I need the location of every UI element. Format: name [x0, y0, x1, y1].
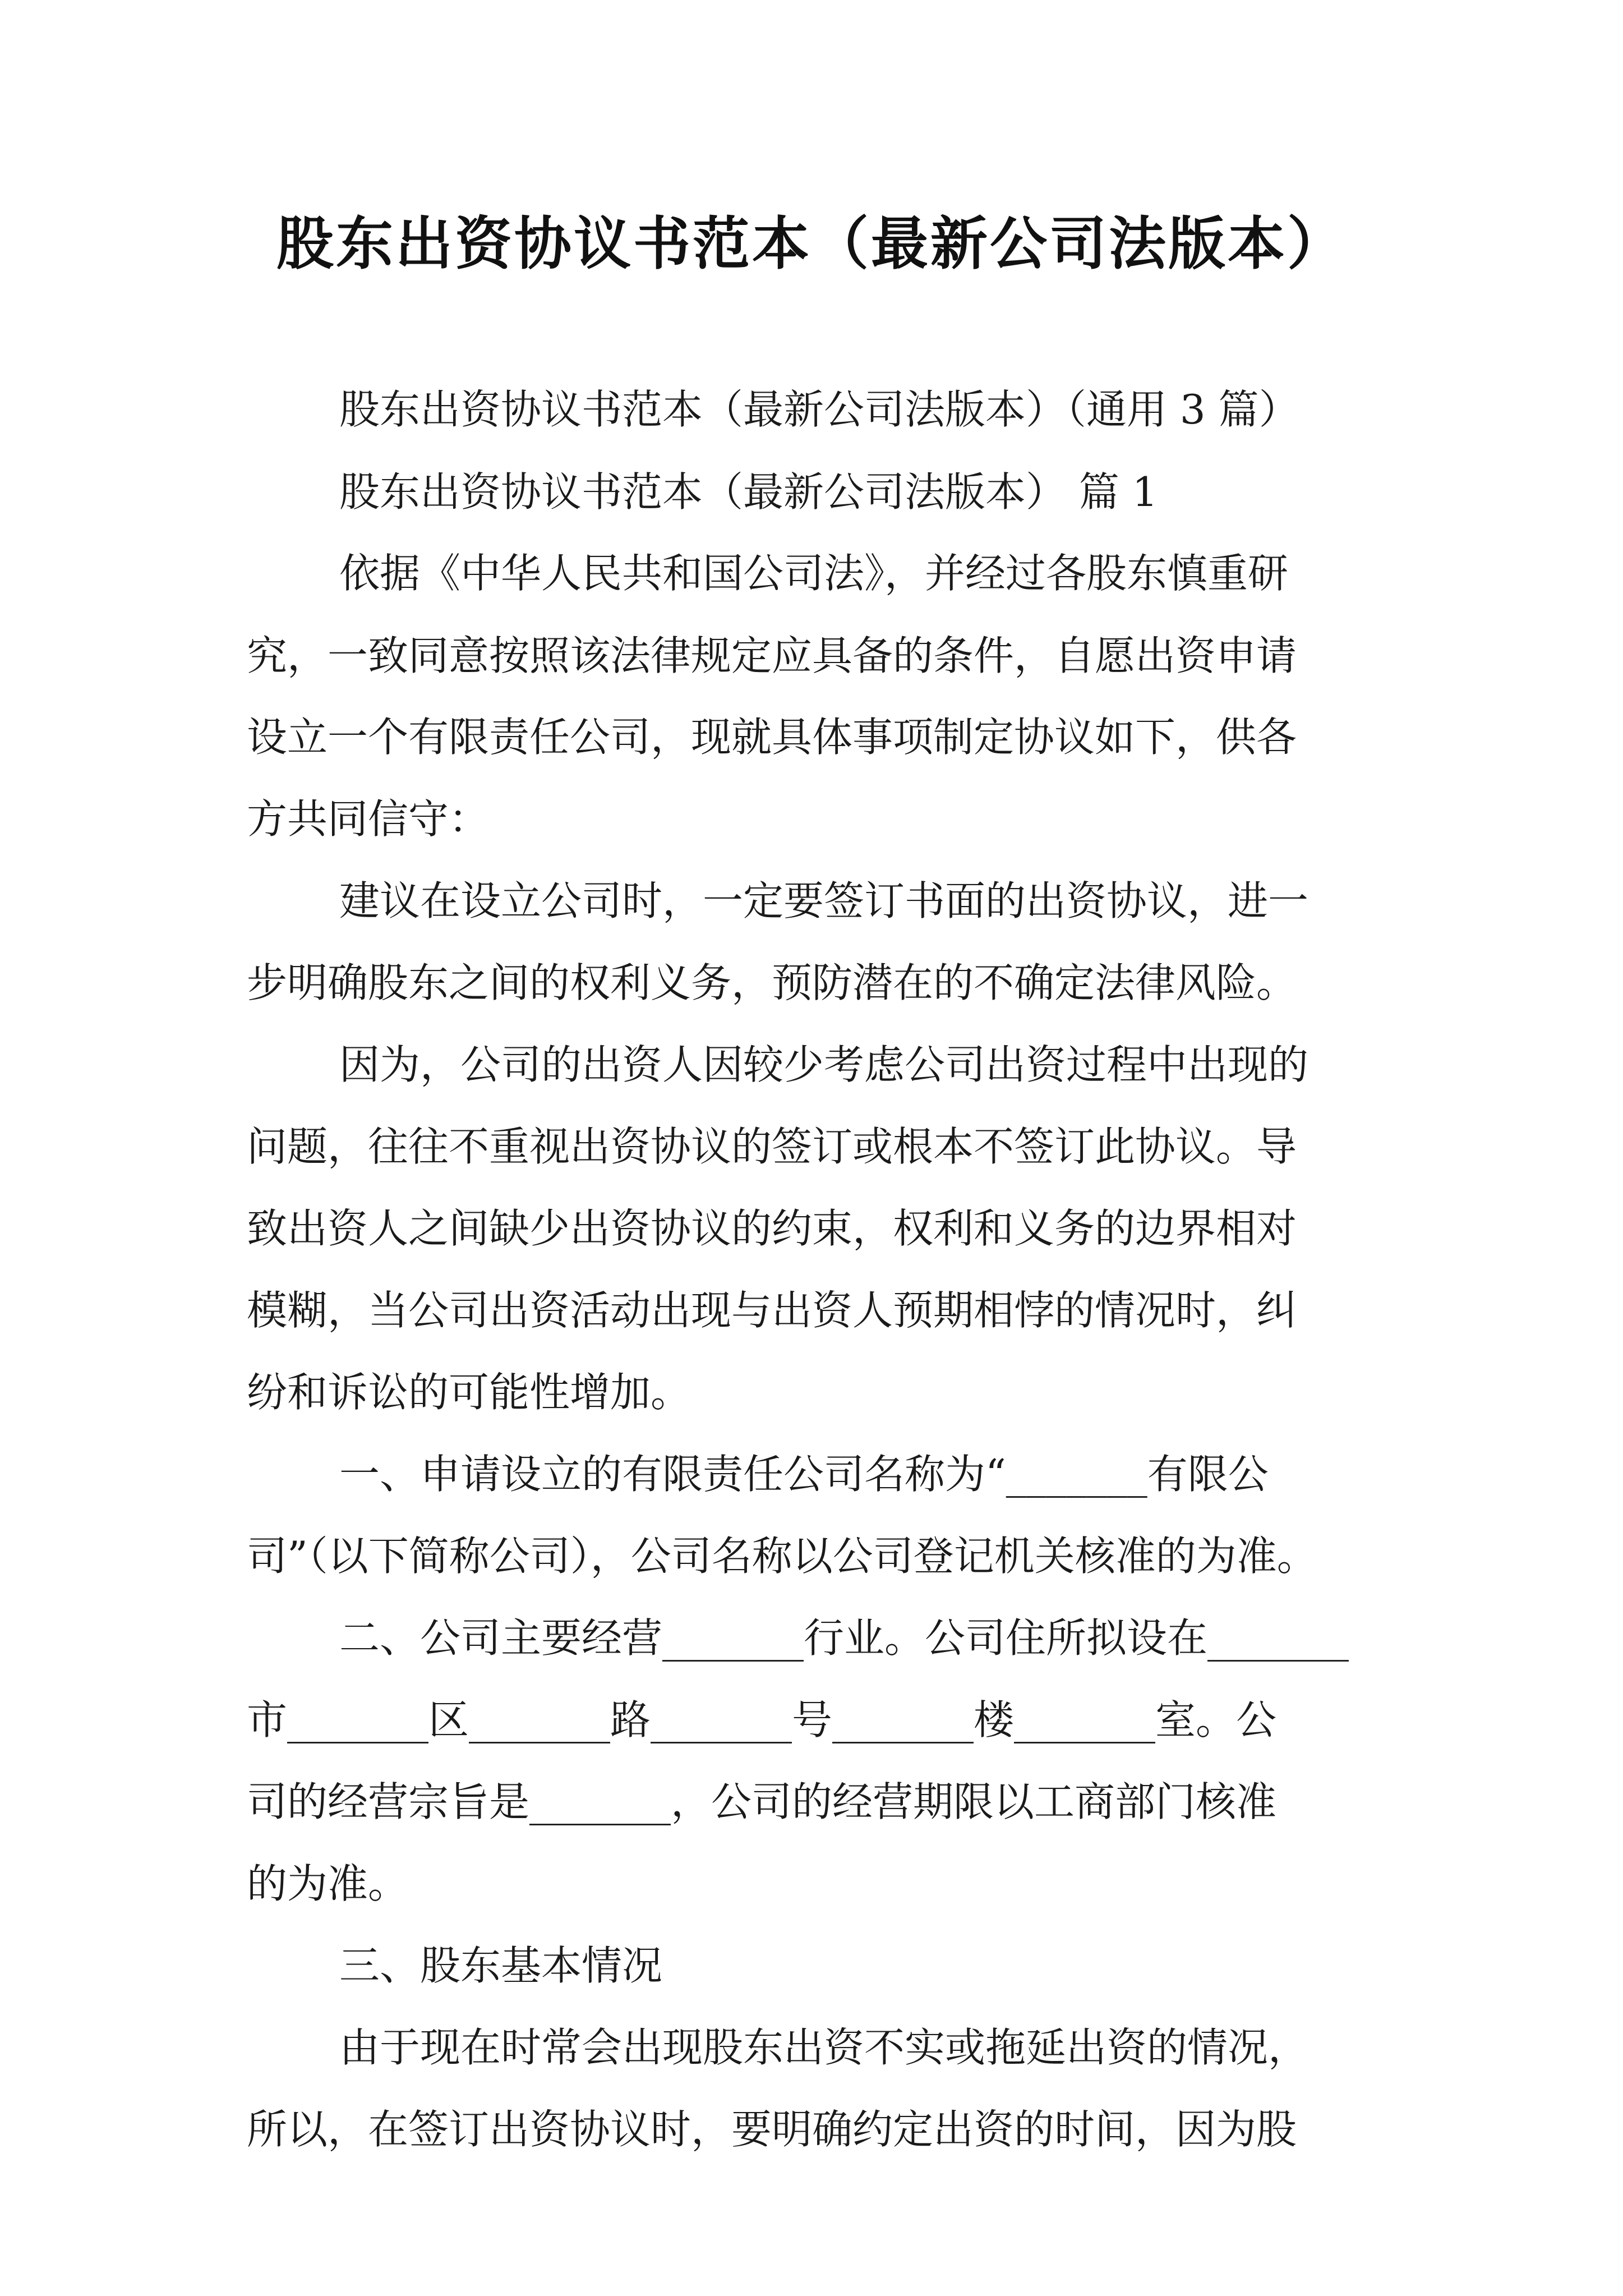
paragraph-line: 模糊，当公司出资活动出现与出资人预期相悖的情况时，纠 [247, 1287, 1297, 1334]
paragraph-line: 依据《中华人民共和国公司法》，并经过各股东慎重研 [339, 550, 1289, 597]
clause-line: 一、申请设立的有限责任公司名称为“_______有限公 [339, 1451, 1269, 1498]
paragraph-line: 设立一个有限责任公司，现就具体事项制定协议如下，供各 [247, 714, 1297, 761]
paragraph-line: 由于现在时常会出现股东出资不实或拖延出资的情况， [339, 2024, 1309, 2071]
paragraph-line: 问题，往往不重视出资协议的签订或根本不签订此协议。导 [247, 1123, 1297, 1170]
paragraph-line: 建议在设立公司时，一定要签订书面的出资协议，进一 [339, 877, 1309, 924]
paragraph-line: 纷和诉讼的可能性增加。 [247, 1369, 691, 1416]
paragraph-line: 致出资人之间缺少出资协议的约束，权利和义务的边界相对 [247, 1205, 1297, 1252]
paragraph-line: 究，一致同意按照该法律规定应具备的条件，自愿出资申请 [247, 632, 1297, 679]
paragraph-line: 步明确股东之间的权利义务，预防潜在的不确定法律风险。 [247, 959, 1297, 1006]
document-title: 股东出资协议书范本（最新公司法版本） [276, 210, 1347, 278]
clause-line: 司的经营宗旨是_______，公司的经营期限以工商部门核准 [247, 1778, 1277, 1825]
paragraph-line: 方共同信守： [247, 795, 490, 843]
clause-line: 二、公司主要经营_______行业。公司住所拟设在_______ [339, 1614, 1349, 1662]
clause-line: 的为准。 [247, 1860, 409, 1907]
section-heading: 股东出资协议书范本（最新公司法版本） 篇 1 [339, 468, 1158, 516]
paragraph-line: 因为，公司的出资人因较少考虑公司出资过程中出现的 [339, 1041, 1309, 1088]
clause-line: 司”（以下简称公司），公司名称以公司登记机关核准的为准。 [247, 1533, 1317, 1580]
paragraph-line: 所以，在签订出资协议时，要明确约定出资的时间，因为股 [247, 2106, 1297, 2153]
section-heading: 三、股东基本情况 [339, 1942, 663, 1989]
subtitle-line: 股东出资协议书范本（最新公司法版本）（通用 3 篇） [339, 386, 1299, 433]
clause-line: 市_______区_______路_______号_______楼_______室。公 [247, 1696, 1277, 1743]
